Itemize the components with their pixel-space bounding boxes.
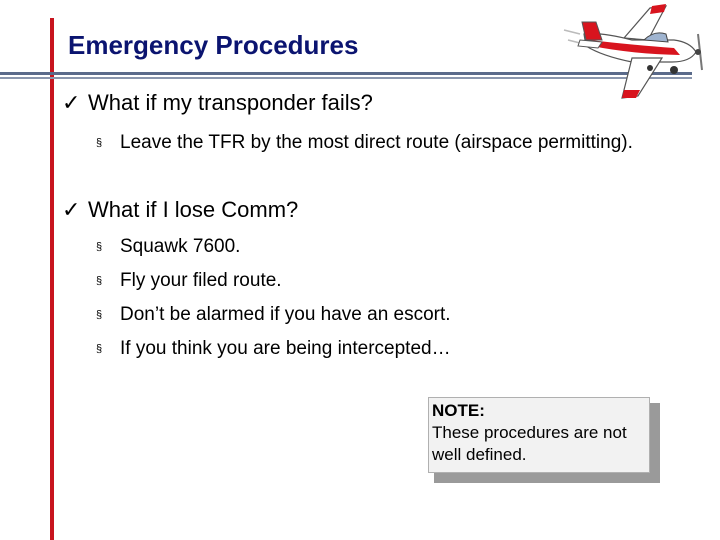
bullet-text: Fly your filed route. <box>120 270 282 291</box>
bullet-item <box>96 302 680 328</box>
note-box <box>428 397 650 473</box>
airplane-icon <box>562 0 712 100</box>
question-text: What if I lose Comm? <box>88 197 299 222</box>
bullet-text: If you think you are being intercepted… <box>120 338 451 359</box>
bullet-item <box>96 336 680 362</box>
bullet-item <box>96 130 680 156</box>
bullet-icon: § <box>96 275 103 287</box>
bullet-text: Leave the TFR by the most direct route (airspace permitting). <box>120 132 633 153</box>
checkmark-icon: ✓ <box>62 90 81 115</box>
bullet-text: Squawk 7600. <box>120 236 241 257</box>
question-item <box>62 90 373 116</box>
bullet-icon: § <box>96 241 103 253</box>
slide-title: Emergency Procedures <box>68 30 359 60</box>
bullet-item <box>96 234 680 260</box>
accent-bar <box>50 18 54 540</box>
question-item <box>62 197 298 223</box>
bullet-text: Don’t be alarmed if you have an escort. <box>120 304 451 325</box>
bullet-icon: § <box>96 309 103 321</box>
bullet-icon: § <box>96 137 103 149</box>
note-heading: NOTE: <box>432 401 485 420</box>
checkmark-icon: ✓ <box>62 197 81 222</box>
question-text: What if my transponder fails? <box>88 90 373 115</box>
bullet-icon: § <box>96 343 103 355</box>
bullet-item <box>96 268 680 294</box>
note-body: These procedures are not well defined. <box>432 423 627 464</box>
